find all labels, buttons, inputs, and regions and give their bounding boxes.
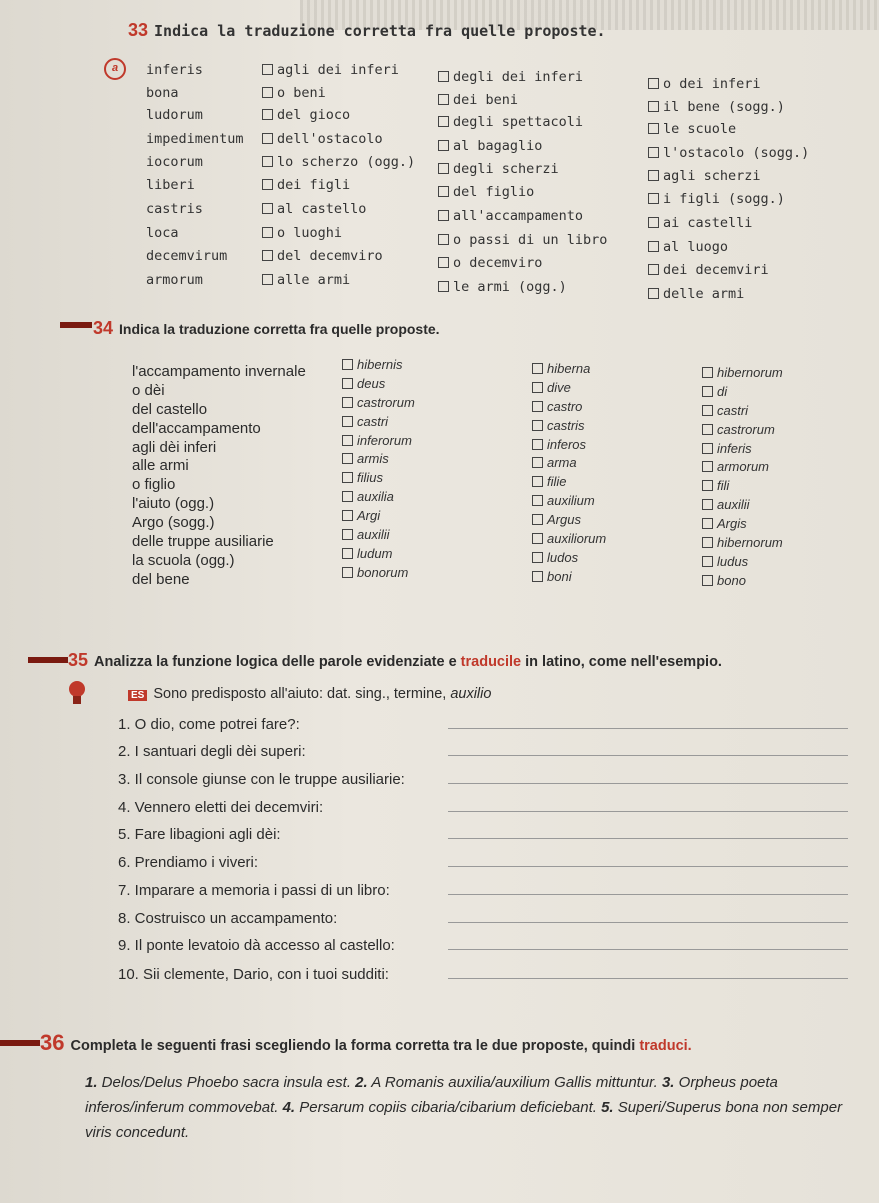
checkbox[interactable] <box>262 64 273 75</box>
ex33-option[interactable] <box>262 201 366 217</box>
ex34-option[interactable] <box>342 546 392 561</box>
checkbox[interactable] <box>532 533 543 544</box>
ex34-option[interactable] <box>702 554 748 569</box>
ex34-option[interactable] <box>532 512 581 527</box>
ex34-option[interactable] <box>702 365 783 380</box>
ex33-option[interactable] <box>648 215 752 231</box>
ex35-item <box>118 910 858 927</box>
ex33-marker: a <box>104 58 126 80</box>
option-label: hiberna <box>547 361 591 376</box>
checkbox[interactable] <box>532 495 543 506</box>
option-label: ludus <box>717 554 749 569</box>
option-label: le armi (ogg.) <box>453 279 567 295</box>
checkbox[interactable] <box>262 179 273 190</box>
checkbox[interactable] <box>262 203 273 214</box>
ex34-term: l'aiuto (ogg.) <box>132 495 215 512</box>
ex33-term: liberi <box>146 177 195 193</box>
option-label: dei beni <box>453 92 519 108</box>
checkbox[interactable] <box>532 552 543 563</box>
ex34-option[interactable] <box>532 455 577 470</box>
checkbox[interactable] <box>438 281 449 292</box>
ex34-option[interactable] <box>702 573 746 588</box>
ex35-item <box>118 771 858 788</box>
ex35-item-text: 6. Prendiamo i viveri: <box>118 854 259 871</box>
sentence-1[interactable]: Delos/Delus Phoebo sacra insula est. <box>97 1074 351 1091</box>
checkbox[interactable] <box>648 264 659 275</box>
ex34-option[interactable] <box>342 565 408 580</box>
option-label: armis <box>357 451 389 466</box>
ex34-option[interactable] <box>532 550 578 565</box>
ex35-item <box>118 966 858 983</box>
option-label: ludos <box>547 550 579 565</box>
ex33-option[interactable] <box>438 92 518 108</box>
ex34-term: o dèi <box>132 382 165 399</box>
option-label: castri <box>357 414 389 429</box>
checkbox[interactable] <box>438 71 449 82</box>
ex33-option[interactable] <box>648 191 785 207</box>
option-label: le scuole <box>663 121 737 137</box>
ex34-option[interactable] <box>342 489 394 504</box>
ex33-number: 33 <box>128 20 149 40</box>
checkbox[interactable] <box>342 397 353 408</box>
ex34-option[interactable] <box>532 531 606 546</box>
checkbox[interactable] <box>648 170 659 181</box>
ex33-option[interactable] <box>262 177 350 193</box>
checkbox[interactable] <box>702 537 713 548</box>
checkbox[interactable] <box>342 567 353 578</box>
ex33-option[interactable] <box>262 154 415 170</box>
checkbox[interactable] <box>702 461 713 472</box>
option-label: lo scherzo (ogg.) <box>277 154 416 170</box>
ex35-item-text: 3. Il console giunse con le truppe ausiliarie: <box>118 771 405 788</box>
option-label: degli scherzi <box>453 161 559 177</box>
ex35-instruction-c: in latino, come nell'esempio. <box>521 654 722 670</box>
checkbox[interactable] <box>648 193 659 204</box>
option-label: filie <box>547 474 567 489</box>
ex33-instruction: Indica la traduzione corretta fra quelle proposte. <box>154 22 606 40</box>
ex35-item <box>118 854 858 871</box>
answer-line[interactable] <box>448 716 848 729</box>
checkbox[interactable] <box>532 457 543 468</box>
option-label: deus <box>357 376 386 391</box>
checkbox[interactable] <box>342 453 353 464</box>
ex34-option[interactable] <box>342 414 388 429</box>
ex33-header <box>128 20 606 41</box>
ex34-option[interactable] <box>532 418 585 433</box>
checkbox[interactable] <box>342 472 353 483</box>
option-label: castri <box>717 403 749 418</box>
checkbox[interactable] <box>648 123 659 134</box>
ex36-sentences <box>85 1070 870 1145</box>
answer-line[interactable] <box>448 854 848 867</box>
ex33-option[interactable] <box>262 225 342 241</box>
ex34-term: alle armi <box>132 457 189 474</box>
ex33-option[interactable] <box>262 107 350 123</box>
option-label: dei decemviri <box>663 262 769 278</box>
answer-line[interactable] <box>448 882 848 895</box>
option-label: castrorum <box>717 422 775 437</box>
option-label: Argus <box>547 512 581 527</box>
sentence-2[interactable]: A Romanis auxilia/auxilium Gallis mittuntur. <box>367 1074 658 1091</box>
answer-line[interactable] <box>448 771 848 784</box>
ex34-option[interactable] <box>702 516 747 531</box>
sentence-5-number: 5. <box>596 1099 614 1116</box>
checkbox[interactable] <box>262 109 273 120</box>
ex34-option[interactable] <box>342 508 380 523</box>
ex34-number: 34 <box>93 318 114 338</box>
ex34-term: dell'accampamento <box>132 420 261 437</box>
ex34-option[interactable] <box>342 395 415 410</box>
answer-line[interactable] <box>448 826 848 839</box>
sentence-4-number: 4. <box>278 1099 296 1116</box>
option-label: il bene (sogg.) <box>663 99 785 115</box>
checkbox[interactable] <box>262 87 273 98</box>
ex33-option[interactable] <box>438 69 583 85</box>
checkbox[interactable] <box>438 210 449 221</box>
ex34-option[interactable] <box>702 441 752 456</box>
checkbox[interactable] <box>702 405 713 416</box>
checkbox[interactable] <box>342 491 353 502</box>
checkbox[interactable] <box>702 556 713 567</box>
ex34-option[interactable] <box>532 361 590 376</box>
option-label: auxilii <box>717 497 750 512</box>
ex34-term: agli dèi inferi <box>132 439 217 456</box>
ex36-instruction-a: Completa le seguenti frasi scegliendo la forma corretta tra le due proposte, quindi <box>70 1038 640 1054</box>
ex33-option[interactable] <box>648 168 761 184</box>
option-label: di <box>717 384 728 399</box>
ex34-option[interactable] <box>532 399 582 414</box>
ex34-option[interactable] <box>342 527 390 542</box>
ex33-option[interactable] <box>262 131 383 147</box>
checkbox[interactable] <box>438 186 449 197</box>
option-label: arma <box>547 455 577 470</box>
option-label: alle armi <box>277 272 351 288</box>
option-label: al luogo <box>663 239 729 255</box>
checkbox[interactable] <box>702 480 713 491</box>
option-label: al bagaglio <box>453 138 543 154</box>
ex33-option[interactable] <box>438 138 542 154</box>
ex34-option[interactable] <box>342 357 403 372</box>
ex34-option[interactable] <box>342 451 389 466</box>
option-label: o luoghi <box>277 225 343 241</box>
option-label: Argis <box>717 516 747 531</box>
ex34-header <box>93 318 440 339</box>
option-label: all'accampamento <box>453 208 584 224</box>
ex33-term: castris <box>146 201 203 217</box>
ex33-option[interactable] <box>648 145 809 161</box>
ex33-term: impedimentum <box>146 131 244 147</box>
option-label: inferorum <box>357 433 412 448</box>
checkbox[interactable] <box>702 424 713 435</box>
ex35-instruction-b: traducile <box>460 654 522 670</box>
option-label: degli spettacoli <box>453 114 584 130</box>
ex35-item <box>118 882 858 899</box>
option-label: auxilii <box>357 527 390 542</box>
ex35-item-text: 5. Fare libagioni agli dèi: <box>118 826 281 843</box>
checkbox[interactable] <box>342 510 353 521</box>
ex34-option[interactable] <box>532 493 595 508</box>
checkbox[interactable] <box>438 140 449 151</box>
ex33-term: decemvirum <box>146 248 228 264</box>
answer-line[interactable] <box>448 966 848 979</box>
option-label: agli scherzi <box>663 168 761 184</box>
ex33-option[interactable] <box>438 232 607 248</box>
ex35-item-text: 10. Sii clemente, Dario, con i tuoi sudditi: <box>118 966 389 983</box>
ex36-number: 36 <box>40 1030 65 1055</box>
checkbox[interactable] <box>262 274 273 285</box>
sentence-3-number: 3. <box>657 1074 675 1091</box>
option-label: fili <box>717 478 730 493</box>
ex34-term: del castello <box>132 401 208 418</box>
ex35-item <box>118 743 858 760</box>
ex35-item-text: 7. Imparare a memoria i passi di un libro: <box>118 882 390 899</box>
checkbox[interactable] <box>342 529 353 540</box>
checkbox[interactable] <box>262 156 273 167</box>
ex33-option[interactable] <box>648 262 769 278</box>
ex34-term: la scuola (ogg.) <box>132 552 235 569</box>
option-label: del figlio <box>453 184 535 200</box>
ex33-option[interactable] <box>262 272 350 288</box>
checkbox[interactable] <box>438 257 449 268</box>
option-label: del gioco <box>277 107 351 123</box>
ex35-header <box>68 650 722 671</box>
option-label: inferis <box>717 441 752 456</box>
option-label: o passi di un libro <box>453 232 608 248</box>
ex35-item-text: 8. Costruisco un accampamento: <box>118 910 338 927</box>
sentence-5[interactable]: Superi/Superus bona non semper viris concedunt. <box>85 1099 843 1141</box>
ex34-instruction: Indica la traduzione corretta fra quelle proposte. <box>119 321 440 337</box>
option-label: del decemviro <box>277 248 383 264</box>
ex33-option[interactable] <box>262 85 326 101</box>
ex35-item-text: 9. Il ponte levatoio dà accesso al castello: <box>118 937 395 954</box>
ex34-option[interactable] <box>342 433 412 448</box>
checkbox[interactable] <box>532 363 543 374</box>
option-label: filius <box>357 470 384 485</box>
option-label: degli dei inferi <box>453 69 584 85</box>
sentence-2-number: 2. <box>351 1074 368 1091</box>
checkbox[interactable] <box>532 439 543 450</box>
checkbox[interactable] <box>438 163 449 174</box>
ex33-term: bona <box>146 85 179 101</box>
ex33-option[interactable] <box>262 248 383 264</box>
option-label: castro <box>547 399 583 414</box>
checkbox[interactable] <box>702 518 713 529</box>
ex35-item <box>118 826 858 843</box>
checkbox[interactable] <box>262 250 273 261</box>
option-label: bono <box>717 573 746 588</box>
ex33-option[interactable] <box>648 286 744 302</box>
ex34-option[interactable] <box>702 422 775 437</box>
option-label: inferos <box>547 437 587 452</box>
checkbox[interactable] <box>532 476 543 487</box>
ex33-option[interactable] <box>648 99 785 115</box>
ex36-instruction-b: traduci. <box>639 1038 692 1054</box>
sentence-3[interactable]: Orpheus poeta inferos/inferum commovebat. <box>85 1074 778 1116</box>
checkbox[interactable] <box>648 78 659 89</box>
option-label: Argi <box>357 508 381 523</box>
checkbox[interactable] <box>702 575 713 586</box>
ex33-term: inferis <box>146 62 203 78</box>
answer-line[interactable] <box>448 937 848 950</box>
ex33-term: loca <box>146 225 179 241</box>
ex33-term: ludorum <box>146 107 203 123</box>
option-label: bonorum <box>357 565 409 580</box>
ex35-item <box>118 716 858 733</box>
ex35-instruction-a: Analizza la funzione logica delle parole evidenziate e <box>94 654 461 670</box>
sentence-1-number: 1. <box>85 1074 98 1091</box>
answer-line[interactable] <box>448 799 848 812</box>
checkbox[interactable] <box>532 514 543 525</box>
ex33-option[interactable] <box>438 184 534 200</box>
option-label: dive <box>547 380 571 395</box>
ex34-option[interactable] <box>702 478 729 493</box>
option-label: o beni <box>277 85 326 101</box>
ex34-option[interactable] <box>702 384 727 399</box>
ex35-item <box>118 799 858 816</box>
option-label: dei figli <box>277 177 351 193</box>
answer-line[interactable] <box>448 743 848 756</box>
ex33-option[interactable] <box>438 161 559 177</box>
ex34-option[interactable] <box>342 376 385 391</box>
option-label: auxilia <box>357 489 394 504</box>
ex34-option[interactable] <box>702 403 748 418</box>
checkbox[interactable] <box>532 420 543 431</box>
ex34-term: l'accampamento invernale <box>132 363 306 380</box>
checkbox[interactable] <box>702 443 713 454</box>
option-label: armorum <box>717 459 770 474</box>
checkbox[interactable] <box>438 94 449 105</box>
checkbox[interactable] <box>702 386 713 397</box>
ex33-option[interactable] <box>438 114 583 130</box>
checkbox[interactable] <box>532 571 543 582</box>
ex34-stripe <box>60 322 92 328</box>
ex33-option[interactable] <box>438 279 567 295</box>
checkbox[interactable] <box>342 416 353 427</box>
checkbox[interactable] <box>648 101 659 112</box>
checkbox[interactable] <box>648 288 659 299</box>
ex35-item-text: 1. O dio, come potrei fare?: <box>118 716 300 733</box>
option-label: ludum <box>357 546 393 561</box>
checkbox[interactable] <box>648 241 659 252</box>
ex34-option[interactable] <box>532 474 567 489</box>
option-label: l'ostacolo (sogg.) <box>663 145 810 161</box>
checkbox[interactable] <box>532 401 543 412</box>
ex35-number: 35 <box>68 650 89 670</box>
ex34-option[interactable] <box>532 569 572 584</box>
checkbox[interactable] <box>342 548 353 559</box>
ex33-option[interactable] <box>438 255 542 271</box>
ex34-term: delle truppe ausiliarie <box>132 533 274 550</box>
ex33-option[interactable] <box>438 208 583 224</box>
ex35-example <box>128 686 491 702</box>
answer-line[interactable] <box>448 910 848 923</box>
ex34-term: del bene <box>132 571 190 588</box>
ex35-item-text: 4. Vennero eletti dei decemviri: <box>118 799 324 816</box>
checkbox[interactable] <box>342 359 353 370</box>
checkbox[interactable] <box>262 133 273 144</box>
option-label: ai castelli <box>663 215 753 231</box>
ex33-option[interactable] <box>648 121 736 137</box>
ex33-option[interactable] <box>648 76 761 92</box>
option-label: hibernorum <box>717 365 783 380</box>
option-label: boni <box>547 569 572 584</box>
checkbox[interactable] <box>648 147 659 158</box>
ex34-option[interactable] <box>532 437 586 452</box>
ex34-option[interactable] <box>702 535 783 550</box>
ex36-stripe <box>0 1040 40 1046</box>
sentence-4[interactable]: Persarum copiis cibaria/cibarium deficiebant. <box>295 1099 597 1116</box>
lightbulb-hint-icon <box>66 680 88 706</box>
option-label: auxiliorum <box>547 531 607 546</box>
example-badge: ES <box>128 690 147 701</box>
option-label: delle armi <box>663 286 745 302</box>
checkbox[interactable] <box>438 234 449 245</box>
checkbox[interactable] <box>702 499 713 510</box>
option-label: dell'ostacolo <box>277 131 383 147</box>
ex33-term: iocorum <box>146 154 203 170</box>
checkbox[interactable] <box>532 382 543 393</box>
ex35-stripe <box>28 657 68 663</box>
checkbox[interactable] <box>438 116 449 127</box>
ex33-option[interactable] <box>262 62 399 78</box>
option-label: hibernorum <box>717 535 783 550</box>
ex34-option[interactable] <box>532 380 571 395</box>
option-label: hibernis <box>357 357 403 372</box>
ex33-term: armorum <box>146 272 203 288</box>
option-label: o dei inferi <box>663 76 761 92</box>
ex34-term: o figlio <box>132 476 176 493</box>
ex35-item <box>118 937 858 954</box>
ex33-option[interactable] <box>648 239 728 255</box>
option-label: al castello <box>277 201 367 217</box>
checkbox[interactable] <box>262 227 273 238</box>
ex34-option[interactable] <box>702 497 750 512</box>
ex34-term: Argo (sogg.) <box>132 514 215 531</box>
ex35-item-text: 2. I santuari degli dèi superi: <box>118 743 306 760</box>
option-label: auxilium <box>547 493 595 508</box>
ex35-example-answer: auxilio <box>450 686 492 702</box>
option-label: o decemviro <box>453 255 543 271</box>
ex34-option[interactable] <box>702 459 769 474</box>
option-label: i figli (sogg.) <box>663 191 785 207</box>
option-label: castris <box>547 418 585 433</box>
option-label: agli dei inferi <box>277 62 399 78</box>
checkbox[interactable] <box>648 217 659 228</box>
checkbox[interactable] <box>342 378 353 389</box>
checkbox[interactable] <box>342 435 353 446</box>
option-label: castrorum <box>357 395 415 410</box>
ex36-header <box>40 1030 692 1056</box>
checkbox[interactable] <box>702 367 713 378</box>
ex35-example-text: Sono predisposto all'aiuto: dat. sing., termine, <box>153 686 451 702</box>
ex34-option[interactable] <box>342 470 383 485</box>
